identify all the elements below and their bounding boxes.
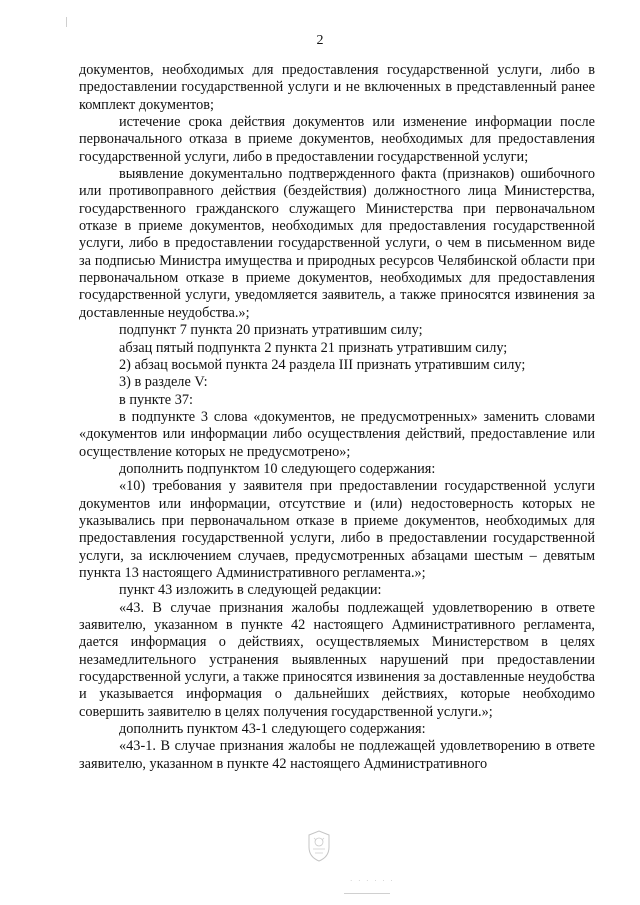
seal-emblem-icon [303, 829, 335, 863]
paragraph: «43. В случае признания жалобы подлежащей удовлетворению в ответе заявителю, указанном в пункте 42 настоящего Административного регламента, дается информация о действиях, осуществляемых Министерством в целях незамедлительного устранения выявленных нарушений при предоставлении государственной услуги, а также приносятся извинения за доставленные неудобства и указывается информация о дальнейших действиях, которые необходимо совершить заявителю в целях получения государственной услуги.»; [79, 599, 595, 720]
paragraph: «43-1. В случае признания жалобы не подлежащей удовлетворению в ответе заявителю, указанном в пункте 42 настоящего Административного [79, 738, 595, 772]
paragraph: абзац пятый подпункта 2 пункта 21 признать утратившим силу; [119, 339, 508, 356]
scan-dots: · · · · · · [350, 877, 395, 885]
paragraph: истечение срока действия документов или изменение информации после первоначального отказа в приеме документов, необходимых для предоставления государственной услуги, либо в предоставлении государственной услуги; [79, 114, 595, 165]
paragraph: «10) требования у заявителя при предоставлении государственной услуги документов или информации, отсутствие и (или) недостоверность которых не указывались при первоначальном отказе в приеме документов, необходимых для предоставления государственной услуги, либо в предоставлении государственной услуги, за исключением случаев, предусмотренных абзацами шестым – девятым пункта 13 настоящего Административного регламента.»; [79, 478, 595, 581]
paragraph: дополнить подпунктом 10 следующего содержания: [119, 460, 436, 477]
paragraph: пункт 43 изложить в следующей редакции: [119, 582, 382, 599]
page-number: 2 [316, 33, 324, 48]
paragraph: 3) в разделе V: [119, 374, 208, 391]
scan-line [344, 893, 390, 894]
paragraph: в пункте 37: [119, 391, 193, 408]
scan-mark [66, 17, 67, 27]
paragraph: в подпункте 3 слова «документов, не предусмотренных» заменить словами «документов или информации либо осуществления действий, предоставление или осуществление которых не предусмотрено»; [79, 408, 595, 460]
paragraph: документов, необходимых для предоставления государственной услуги, либо в предоставлении государственной услуги и не включенных в представленный ранее комплект документов; [79, 62, 595, 113]
paragraph: дополнить пунктом 43-1 следующего содержания: [119, 721, 426, 738]
document-body [79, 62, 595, 773]
paragraph: выявление документально подтвержденного факта (признаков) ошибочного или противоправного действия (бездействия) должностного лица Министерства, государственного гражданского служащего Министерства при первоначальном отказе в приеме документов, необходимых для предоставления государственной услуги, либо в предоставлении государственной услуги, о чем в письменном виде за подписью Министра имущества и природных ресурсов Челябинской области при первоначальном отказе в приеме документов, необходимых для предоставления государственной услуги, уведомляется заявитель, а также приносятся извинения за доставленные неудобства.»; [79, 166, 595, 321]
paragraph: 2) абзац восьмой пункта 24 раздела III признать утратившим силу; [119, 356, 526, 373]
paragraph: подпункт 7 пункта 20 признать утратившим силу; [119, 322, 423, 339]
